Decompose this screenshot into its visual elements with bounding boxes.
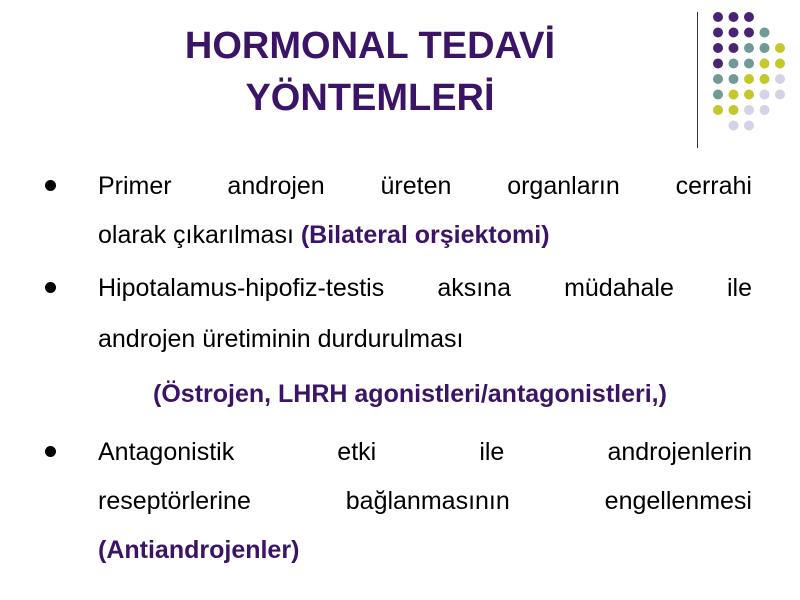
bullet-2-sub-highlight: (Östrojen, LHRH agonistleri/antagonistleri,) — [153, 380, 667, 408]
ornament-dot — [729, 121, 739, 131]
ornament-dot — [744, 59, 754, 69]
bullet-3-line-1: Antagonistik etki ile androjenlerin — [98, 438, 752, 466]
ornament-dot — [744, 121, 754, 131]
bullet-2-icon — [45, 282, 56, 293]
ornament-dot — [729, 74, 739, 84]
ornament-dot — [760, 90, 770, 100]
ornament-dot — [744, 12, 754, 22]
bullet-1-text: olarak çıkarılması — [98, 221, 301, 249]
ornament-dot — [775, 90, 785, 100]
ornament-dot — [713, 105, 723, 115]
bullet-2-line-1: Hipotalamus-hipofiz-testis aksına müdahale ile — [98, 274, 752, 302]
divider-line — [697, 12, 698, 148]
ornament-dot — [713, 90, 723, 100]
bullet-1-highlight: (Bilateral orşiektomi) — [300, 221, 550, 249]
ornament-dot — [713, 59, 723, 69]
slide-title — [140, 20, 600, 124]
ornament-dot — [729, 28, 739, 38]
ornament-dot — [744, 74, 754, 84]
bullet-2-line-2: androjen üretiminin durdurulması — [98, 325, 464, 353]
ornament-dot — [760, 43, 770, 53]
bullet-1-line-2 — [98, 220, 752, 250]
bullet-1-line-1: Primer androjen üreten organların cerrahi — [98, 172, 752, 200]
ornament-dot — [760, 28, 770, 38]
ornament-dot — [775, 43, 785, 53]
bullet-3-icon — [45, 446, 56, 457]
ornament-dot — [744, 90, 754, 100]
title-line-2: YÖNTEMLERİ — [245, 77, 495, 119]
bullet-3-highlight: (Antiandrojenler) — [98, 536, 300, 564]
ornament-dot — [713, 74, 723, 84]
dot-grid-icon — [700, 0, 800, 140]
ornament-dot — [760, 74, 770, 84]
ornament-dot — [760, 105, 770, 115]
ornament-dot — [775, 74, 785, 84]
ornament-dot — [744, 28, 754, 38]
ornament-dot — [729, 43, 739, 53]
ornament-dot — [775, 59, 785, 69]
ornament-dot — [713, 43, 723, 53]
bullet-3-line-2: reseptörlerine bağlanmasının engellenmesi — [98, 487, 752, 515]
ornament-dot — [713, 28, 723, 38]
ornament-dot — [760, 59, 770, 69]
ornament-dot — [729, 12, 739, 22]
ornament-dot — [729, 90, 739, 100]
bullet-1-icon — [45, 180, 56, 191]
ornament-dot — [729, 59, 739, 69]
title-line-1: HORMONAL TEDAVİ — [184, 25, 556, 67]
ornament-dot — [713, 12, 723, 22]
ornament-dot — [729, 105, 739, 115]
ornament-dot — [744, 43, 754, 53]
ornament-dot — [744, 105, 754, 115]
